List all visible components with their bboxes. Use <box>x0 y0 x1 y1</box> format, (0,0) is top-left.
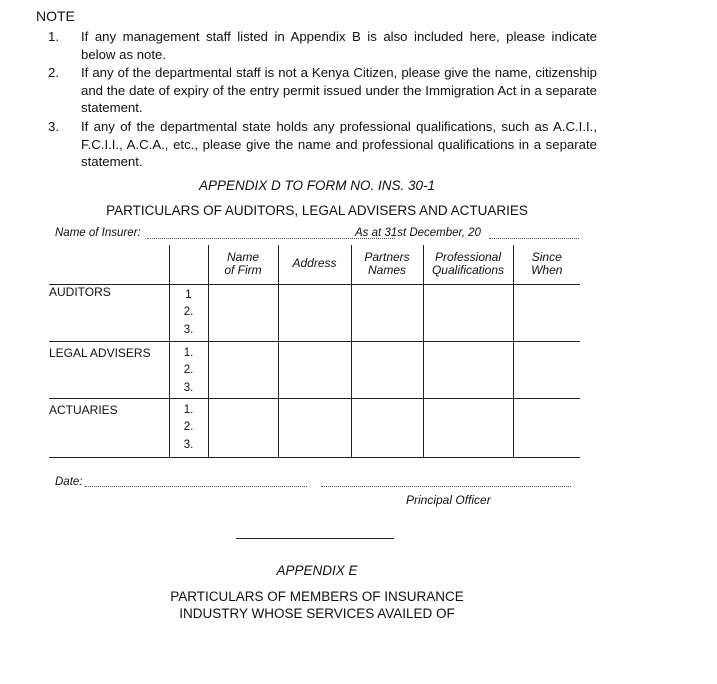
date-label: Date: <box>55 476 83 488</box>
appendix-d-title: PARTICULARS OF AUDITORS, LEGAL ADVISERS AND ACTUARIES <box>106 203 528 218</box>
date-field[interactable] <box>85 486 307 487</box>
header-since-line2: When <box>531 263 563 277</box>
header-since-when <box>513 245 580 284</box>
principal-officer-label: Principal Officer <box>406 493 491 507</box>
row-number: 2. <box>183 421 194 433</box>
note-title: NOTE <box>36 8 75 24</box>
insurer-label: Name of Insurer: <box>55 227 141 239</box>
appendix-e-title-line2: INDUSTRY WHOSE SERVICES AVAILED OF <box>179 606 455 621</box>
cell-address[interactable] <box>278 398 351 457</box>
table-row <box>49 398 580 457</box>
row-number: 3. <box>183 438 194 451</box>
cell-partners-names[interactable] <box>351 341 423 398</box>
header-since-line1: Since <box>531 250 562 264</box>
row-category: ACTUARIES <box>49 402 118 417</box>
row-category: AUDITORS <box>49 284 111 299</box>
cell-address[interactable] <box>278 284 351 341</box>
cell-since-when[interactable] <box>513 341 580 398</box>
cell-professional-qualifications[interactable] <box>423 398 513 457</box>
row-numbers <box>169 341 208 398</box>
note-item-text: If any of the departmental staff is not a Kenya Citizen, please give the name, citizenship and the date of expiry of the entry permit issued under the Immigration Act in a separate statement. <box>81 65 597 115</box>
appendix-d-heading: APPENDIX D TO FORM NO. INS. 30-1 <box>198 178 436 193</box>
header-partners-line1: Partners <box>364 250 410 264</box>
appendix-e-heading: APPENDIX E <box>276 563 358 578</box>
header-blank <box>49 245 169 284</box>
header-prof-line2: Qualifications <box>431 263 505 277</box>
note-item-number: 3. <box>48 119 59 134</box>
row-number: 2. <box>183 364 194 376</box>
row-numbers <box>169 398 208 457</box>
row-number: 1. <box>183 346 194 359</box>
header-partners-line2: Names <box>367 263 406 277</box>
row-number: 2. <box>183 306 194 318</box>
row-number: 3. <box>183 381 194 394</box>
header-partners-names <box>351 245 423 284</box>
note-item-text: If any of the departmental state holds any professional qualifications, such as A.C.I.I., F.C.I.I., A.C.A., etc., please give the name and professional qualifications in a separate statement. <box>81 119 597 169</box>
row-number: 3. <box>183 323 194 336</box>
cell-since-when[interactable] <box>513 398 580 457</box>
header-name-of-firm <box>208 245 278 284</box>
header-number <box>169 245 208 284</box>
note-item-number: 1. <box>48 29 59 44</box>
header-name-of-firm-line2: of Firm <box>224 263 262 277</box>
cell-since-when[interactable] <box>513 284 580 341</box>
cell-partners-names[interactable] <box>351 284 423 341</box>
table-row <box>49 284 580 341</box>
appendix-e-title-line1: PARTICULARS OF MEMBERS OF INSURANCE <box>170 589 464 604</box>
section-divider <box>236 538 394 539</box>
as-at-label: As at 31st December, 20 <box>355 227 481 239</box>
note-item-text: If any management staff listed in Appendix B is also included here, please indicate below as note. <box>81 29 597 62</box>
row-category: LEGAL ADVISERS <box>49 345 151 360</box>
cell-name-of-firm[interactable] <box>208 284 278 341</box>
table-header-row <box>49 245 580 284</box>
cell-name-of-firm[interactable] <box>208 341 278 398</box>
particulars-table <box>49 245 580 458</box>
row-number: 1 <box>185 288 192 301</box>
header-address <box>278 245 351 284</box>
signature-field[interactable] <box>321 486 571 487</box>
cell-name-of-firm[interactable] <box>208 398 278 457</box>
row-number: 1. <box>183 403 194 416</box>
cell-address[interactable] <box>278 341 351 398</box>
row-numbers <box>169 284 208 341</box>
year-field[interactable] <box>489 238 579 239</box>
header-professional-qualifications <box>423 245 513 284</box>
note-item-number: 2. <box>48 65 59 80</box>
header-address-label: Address <box>292 256 337 270</box>
appendix-e-title <box>0 588 634 622</box>
cell-partners-names[interactable] <box>351 398 423 457</box>
cell-professional-qualifications[interactable] <box>423 284 513 341</box>
cell-professional-qualifications[interactable] <box>423 341 513 398</box>
header-prof-line1: Professional <box>434 250 502 264</box>
header-name-of-firm-line1: Name <box>226 250 259 264</box>
table-row <box>49 341 580 398</box>
